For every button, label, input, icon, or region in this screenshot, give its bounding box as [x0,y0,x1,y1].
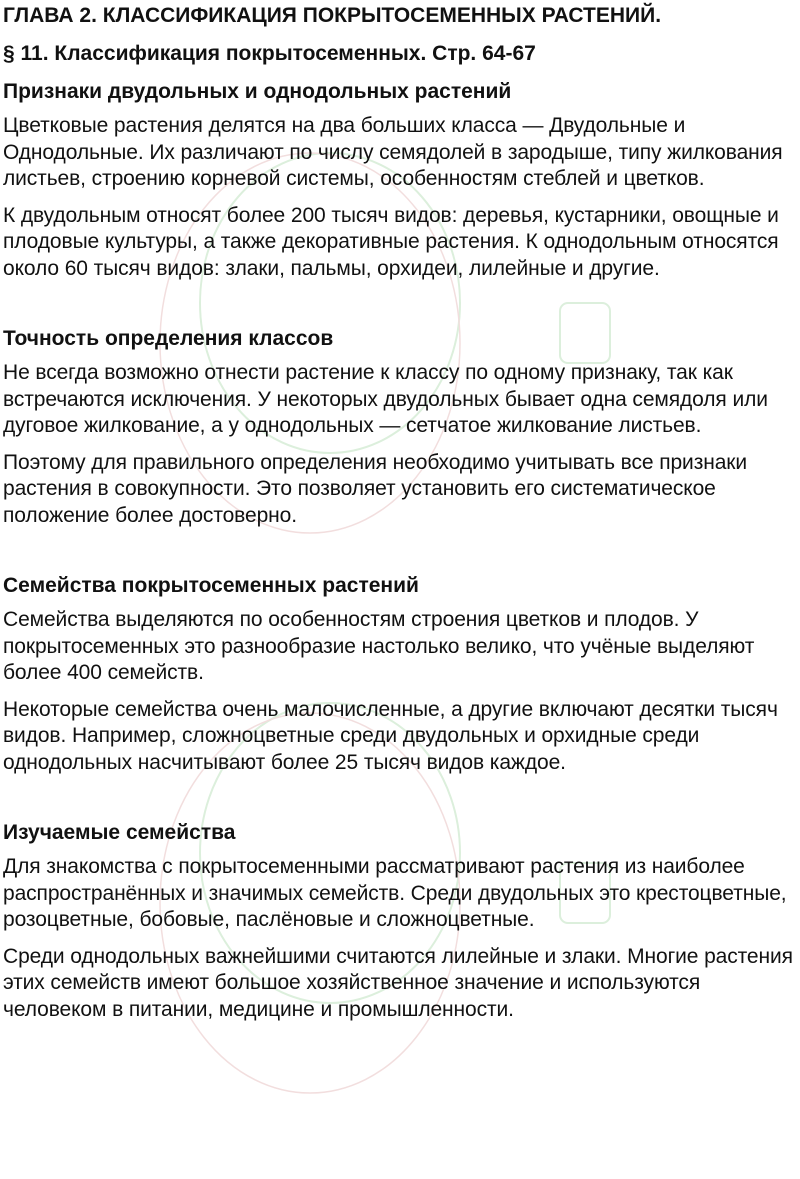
paragraph: Семейства выделяются по особенностям строения цветков и плодов. У покрытосеменных это разнообразие настолько велико, что учёные выделяют более 400 семейств. [3,608,755,684]
block-heading: Точность определения классов [3,327,334,350]
content-block [3,79,796,282]
paragraph: К двудольным относят более 200 тысяч видов: деревья, кустарники, овощные и плодовые культуры, а также декоративные растения. К однодольным относятся около 60 тысяч видов: злаки, пальмы, орхидеи, лилейные и другие. [3,203,779,280]
document-page [0,3,800,1023]
section-title: § 11. Классификация покрытосеменных. Стр. 64-67 [3,42,536,65]
paragraph: Не всегда возможно отнести растение к классу по одному признаку, так как встречаются исключения. У некоторых двудольных бывает одна семядоля или дуговое жилкование, а у однодольных — сетчатое жилкование листьев. [3,361,768,437]
block-heading: Семейства покрытосеменных растений [3,574,419,597]
content-block [3,326,796,529]
paragraph: Поэтому для правильного определения необходимо учитывать все признаки растения в совокупности. Это позволяет установить его систематическое положение более достоверно. [3,450,748,527]
content-block [3,820,796,1023]
paragraph: Среди однодольных важнейшими считаются лилейные и злаки. Многие растения этих семейств имеют большое хозяйственное значение и используются человеком в питании, медицине и промышленности. [3,944,793,1021]
chapter-title: ГЛАВА 2. КЛАССИФИКАЦИЯ ПОКРЫТОСЕМЕННЫХ РАСТЕНИЙ. [3,4,662,27]
block-heading: Признаки двудольных и однодольных растений [3,80,512,103]
block-heading: Изучаемые семейства [3,821,236,844]
paragraph: Цветковые растения делятся на два больших класса — Двудольные и Однодольные. Их различают по числу семядолей в зародыше, типу жилкования листьев, строению корневой системы, особенностям стеблей и цветков. [3,114,783,190]
content-block [3,573,796,776]
paragraph: Некоторые семейства очень малочисленные, а другие включают десятки тысяч видов. Например, сложноцветные среди двудольных и орхидные среди однодольных насчитывают более 25 тысяч видов каждое. [3,697,778,774]
paragraph: Для знакомства с покрытосеменными рассматривают растения из наиболее распространённых и значимых семейств. Среди двудольных это крестоцветные, розоцветные, бобовые, паслёновые и сложноцветные. [3,855,787,931]
